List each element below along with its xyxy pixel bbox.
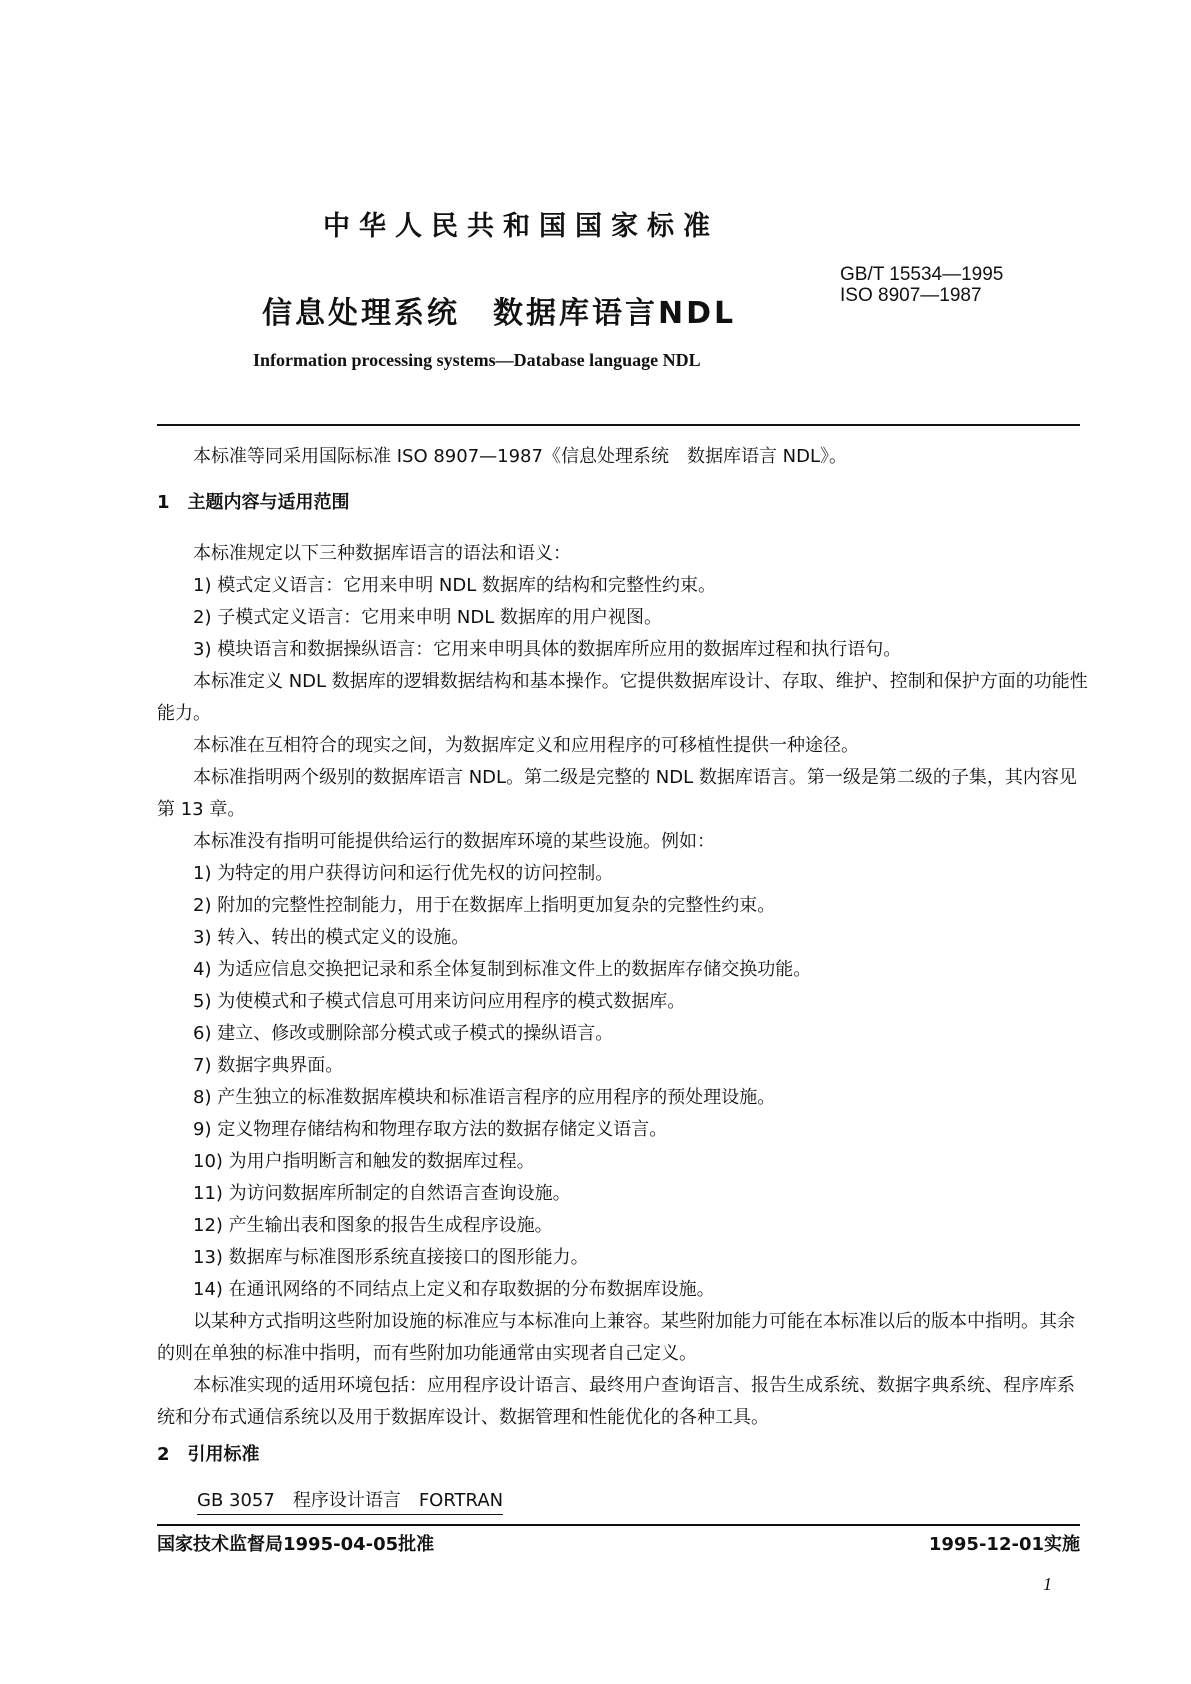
paragraph: 5) 为使模式和子模式信息可用来访问应用程序的模式数据库。 — [193, 991, 686, 1012]
paragraph: 本标准指明两个级别的数据库语言 NDL。第二级是完整的 NDL 数据库语言。第一级是第二级的子集，其内容见第 13 章。 — [157, 767, 1077, 820]
paragraph: 本标准规定以下三种数据库语言的语法和语义： — [193, 543, 571, 564]
paragraph: 14) 在通讯网络的不同结点上定义和存取数据的分布数据库设施。 — [193, 1279, 715, 1300]
section-2-heading: 2 引用标准 — [157, 1444, 260, 1465]
paragraph: 1) 模式定义语言：它用来申明 NDL 数据库的结构和完整性约束。 — [193, 575, 716, 596]
gb-code: GB/T 15534—1995 — [840, 264, 1004, 285]
paragraph: 本标准定义 NDL 数据库的逻辑数据结构和基本操作。它提供数据库设计、存取、维护、控制和保护方面的功能性能力。 — [157, 671, 1088, 724]
approval-text: 国家技术监督局1995-04-05批准 — [157, 1534, 435, 1555]
paragraph: 11) 为访问数据库所制定的自然语言查询设施。 — [193, 1183, 571, 1204]
standard-codes — [840, 264, 1003, 306]
section-1-heading: 1 主题内容与适用范围 — [157, 492, 350, 513]
paragraph: 2) 子模式定义语言：它用来申明 NDL 数据库的用户视图。 — [193, 607, 662, 628]
effective-date: 1995-12-01实施 — [928, 1534, 1080, 1555]
national-standard-heading: 中华人民共和国国家标准 — [323, 211, 719, 242]
paragraph: 3) 转入、转出的模式定义的设施。 — [193, 927, 470, 948]
reference-text: GB 3057 程序设计语言 FORTRAN — [197, 1488, 503, 1515]
document-title-en: Information processing systems—Database language NDL — [253, 350, 701, 370]
intro-paragraph: 本标准等同采用国际标准 ISO 8907—1987《信息处理系统 数据库语言 NDL》。 — [193, 446, 848, 467]
paragraph: 3) 模块语言和数据操纵语言：它用来申明具体的数据库所应用的数据库过程和执行语句。 — [193, 639, 902, 660]
paragraph: 6) 建立、修改或删除部分模式或子模式的操纵语言。 — [193, 1023, 614, 1044]
paragraph: 1) 为特定的用户获得访问和运行优先权的访问控制。 — [193, 863, 614, 884]
paragraph: 以某种方式指明这些附加设施的标准应与本标准向上兼容。某些附加能力可能在本标准以后的版本中指明。其余的则在单独的标准中指明，而有些附加功能通常由实现者自己定义。 — [157, 1311, 1075, 1364]
paragraph: 12) 产生输出表和图象的报告生成程序设施。 — [193, 1215, 553, 1236]
paragraph: 10) 为用户指明断言和触发的数据库过程。 — [193, 1151, 535, 1172]
paragraph: 2) 附加的完整性控制能力，用于在数据库上指明更加复杂的完整性约束。 — [193, 895, 776, 916]
document-title-cn: 信息处理系统 数据库语言NDL — [262, 296, 737, 331]
paragraph: 本标准没有指明可能提供给运行的数据库环境的某些设施。例如： — [193, 831, 715, 852]
header-divider — [157, 424, 1080, 426]
footer-divider — [157, 1524, 1080, 1526]
iso-code: ISO 8907—1987 — [840, 285, 982, 306]
document-body — [157, 441, 1092, 1517]
paragraph: 本标准在互相符合的现实之间，为数据库定义和应用程序的可移植性提供一种途径。 — [193, 735, 859, 756]
paragraph: 7) 数据字典界面。 — [193, 1055, 344, 1076]
page-number: 1 — [1043, 1574, 1052, 1594]
paragraph: 8) 产生独立的标准数据库模块和标准语言程序的应用程序的预处理设施。 — [193, 1087, 776, 1108]
paragraph: 本标准实现的适用环境包括：应用程序设计语言、最终用户查询语言、报告生成系统、数据字典系统、程序库系统和分布式通信系统以及用于数据库设计、数据管理和性能优化的各种工具。 — [157, 1375, 1075, 1428]
paragraph: 9) 定义物理存储结构和物理存取方法的数据存储定义语言。 — [193, 1119, 668, 1140]
paragraph: 13) 数据库与标准图形系统直接接口的图形能力。 — [193, 1247, 589, 1268]
paragraph: 4) 为适应信息交换把记录和系全体复制到标准文件上的数据库存储交换功能。 — [193, 959, 812, 980]
section-1-content — [157, 538, 1092, 1434]
reference-item — [157, 1485, 1092, 1517]
